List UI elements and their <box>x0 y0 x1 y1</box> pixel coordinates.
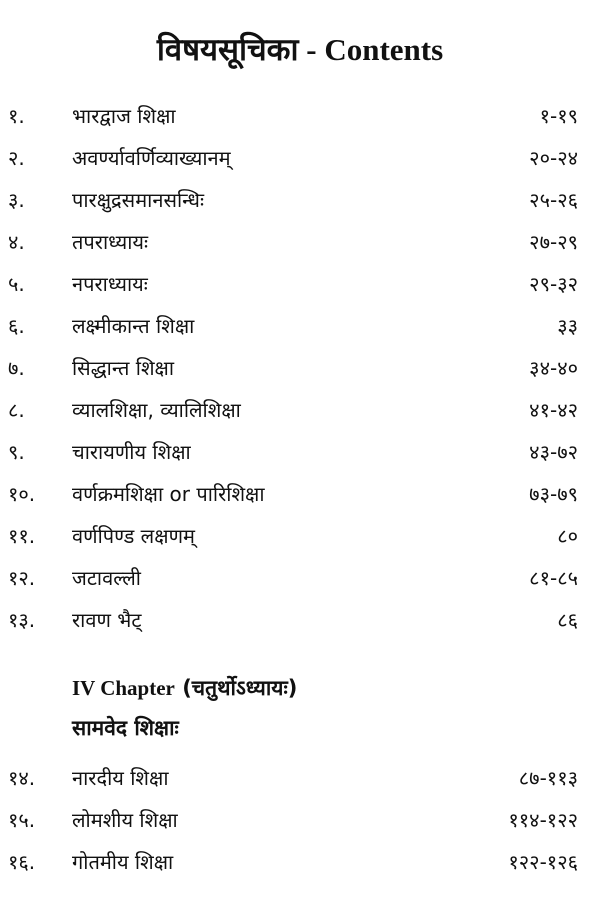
toc-number: १६. <box>8 850 36 874</box>
toc-number: ३. <box>8 188 25 212</box>
toc-pages: २५-२६ <box>529 188 578 212</box>
toc-title: लक्ष्मीकान्त शिक्षा <box>72 314 195 338</box>
toc-number: ७. <box>8 356 25 380</box>
toc-row <box>0 186 600 226</box>
toc-title: चारायणीय शिक्षा <box>72 440 191 464</box>
toc-title: व्यालशिक्षा, व्यालिशिक्षा <box>72 398 241 422</box>
toc-pages: १-१९ <box>539 104 578 128</box>
toc-number: ४. <box>8 230 25 254</box>
toc-title: अवर्ण्यावर्णिव्याख्यानम् <box>72 146 231 170</box>
toc-pages: ८६ <box>557 608 578 632</box>
toc-pages: १२२-१२६ <box>508 850 578 874</box>
toc-pages: ४१-४२ <box>529 398 578 422</box>
title-hindi: विषयसूचिका <box>156 32 299 68</box>
toc-row <box>0 144 600 184</box>
toc-number: ९. <box>8 440 25 464</box>
page-title <box>0 28 600 70</box>
toc-pages: ३३ <box>557 314 578 338</box>
title-english: Contents <box>324 32 444 67</box>
toc-number: ६. <box>8 314 25 338</box>
toc-pages: २९-३२ <box>529 272 578 296</box>
toc-row <box>0 102 600 142</box>
toc-title: वर्णपिण्ड लक्षणम् <box>72 524 195 548</box>
toc-title: भारद्वाज शिक्षा <box>72 104 176 128</box>
toc-number: ८. <box>8 398 25 422</box>
toc-row <box>0 522 600 562</box>
toc-title: वर्णक्रमशिक्षा or पारिशिक्षा <box>72 482 265 506</box>
toc-pages: ३४-४० <box>529 356 578 380</box>
toc-title: जटावल्ली <box>72 566 141 590</box>
toc-title: नपराध्यायः <box>72 272 148 296</box>
chapter-hindi: (चतुर्थोऽध्यायः) <box>182 676 298 700</box>
toc-title: लोमशीय शिक्षा <box>72 808 178 832</box>
toc-number: १२. <box>8 566 36 590</box>
toc-number: १५. <box>8 808 36 832</box>
toc-pages: ८१-८५ <box>529 566 578 590</box>
toc-title: नारदीय शिक्षा <box>72 766 169 790</box>
toc-row <box>0 228 600 268</box>
toc-row <box>0 438 600 478</box>
chapter-heading <box>72 674 297 702</box>
title-separator: - <box>298 32 325 67</box>
toc-number: १. <box>8 104 25 128</box>
toc-row <box>0 806 600 846</box>
toc-pages: ८० <box>557 524 578 548</box>
toc-row <box>0 564 600 604</box>
toc-row <box>0 480 600 520</box>
chapter-subheading: सामवेद शिक्षाः <box>72 716 179 740</box>
toc-title: सिद्धान्त शिक्षा <box>72 356 175 380</box>
toc-pages: २७-२९ <box>529 230 578 254</box>
toc-row <box>0 848 600 888</box>
toc-row <box>0 270 600 310</box>
toc-number: १०. <box>8 482 36 506</box>
toc-row <box>0 354 600 394</box>
toc-title: पारक्षुद्रसमानसन्धिः <box>72 188 205 212</box>
chapter-english: IV Chapter <box>72 676 175 700</box>
toc-pages: २०-२४ <box>529 146 578 170</box>
toc-title: तपराध्यायः <box>72 230 149 254</box>
toc-pages: ७३-७९ <box>529 482 578 506</box>
toc-number: २. <box>8 146 25 170</box>
toc-row <box>0 396 600 436</box>
toc-row <box>0 606 600 646</box>
toc-pages: ११४-१२२ <box>508 808 578 832</box>
toc-row <box>0 312 600 352</box>
toc-number: ५. <box>8 272 25 296</box>
toc-title: रावण भैट् <box>72 608 142 632</box>
toc-pages: ४३-७२ <box>529 440 578 464</box>
toc-title: गोतमीय शिक्षा <box>72 850 174 874</box>
toc-number: ११. <box>8 524 36 548</box>
toc-pages: ८७-११३ <box>518 766 578 790</box>
toc-number: १४. <box>8 766 36 790</box>
toc-number: १३. <box>8 608 36 632</box>
toc-row <box>0 764 600 804</box>
